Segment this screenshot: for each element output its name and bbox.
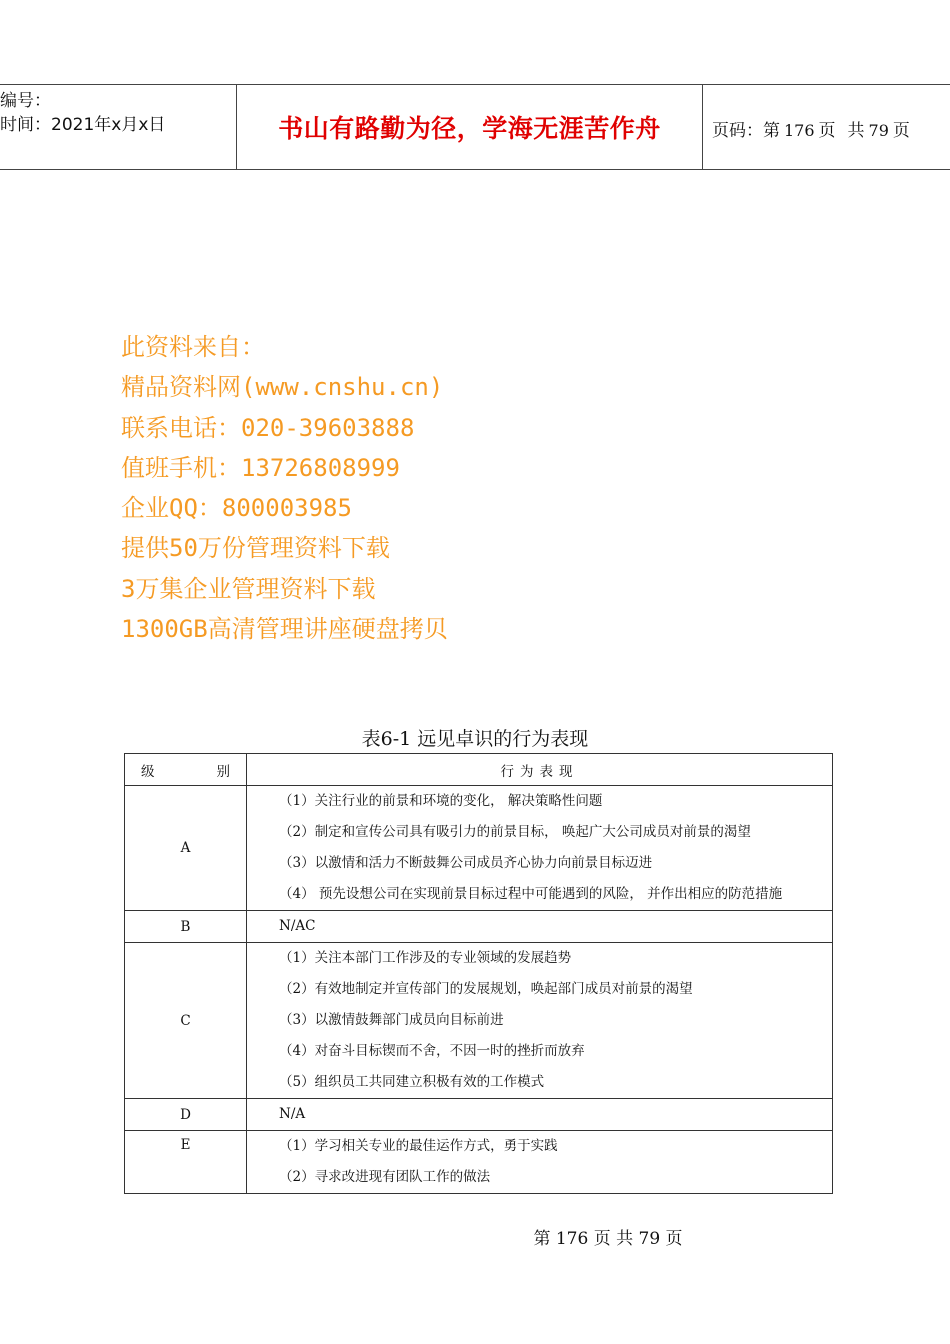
- promo-block: [121, 327, 448, 649]
- behavior-cell: [247, 911, 833, 943]
- page-label: 页码：第: [712, 121, 780, 141]
- table-row: [125, 786, 833, 911]
- promo-line: 企业QQ：800003985: [121, 494, 352, 523]
- promo-line: 联系电话：020-39603888: [121, 413, 415, 442]
- promo-line: 此资料来自：: [121, 333, 265, 361]
- behavior-item: （2）有效地制定并宣传部门的发展规划，唤起部门成员对前景的渴望: [279, 981, 693, 997]
- time-label: 时间：2021年x月x日: [0, 115, 166, 135]
- level-cell: E: [125, 1131, 247, 1194]
- promo-line: 精品资料网(www.cnshu.cn): [121, 373, 444, 402]
- behavior-item: （1）关注本部门工作涉及的专业领域的发展趋势: [279, 950, 572, 966]
- header-divider: [702, 85, 703, 169]
- page-current: 176: [784, 121, 815, 140]
- header-page-info: [712, 116, 910, 141]
- header-meta: [0, 89, 165, 137]
- table-row: [125, 943, 833, 1099]
- page-total: 79: [868, 121, 889, 140]
- behavior-cell: [247, 943, 833, 1099]
- page-mid: 页: [818, 121, 836, 141]
- table-row: [125, 1131, 833, 1194]
- behavior-cell: [247, 1131, 833, 1194]
- level-cell: B: [125, 911, 247, 943]
- header-level: 级 别: [125, 754, 247, 786]
- behavior-item: （1）学习相关专业的最佳运作方式，勇于实践: [279, 1138, 558, 1154]
- behavior-cell: [247, 1099, 833, 1131]
- total-label: 共: [847, 121, 865, 141]
- behavior-item: （3）以激情鼓舞部门成员向目标前进: [279, 1012, 504, 1028]
- behavior-cell: [247, 786, 833, 911]
- level-cell: A: [125, 786, 247, 911]
- promo-line: 提供50万份管理资料下载: [121, 534, 390, 563]
- behavior-table: [124, 753, 833, 1194]
- behavior-item: （4） 预先设想公司在实现前景目标过程中可能遇到的风险， 并作出相应的防范措施: [279, 886, 783, 902]
- serial-label: 编号：: [0, 91, 51, 111]
- header-behavior: 行为表现: [247, 754, 833, 786]
- behavior-item: （2）寻求改进现有团队工作的做法: [279, 1169, 491, 1185]
- table-row: [125, 911, 833, 943]
- promo-line: 值班手机：13726808999: [121, 453, 400, 482]
- behavior-item: N/AC: [279, 918, 316, 934]
- table-header-row: [125, 754, 833, 786]
- promo-line: 3万集企业管理资料下载: [121, 574, 376, 603]
- page-end: 页: [892, 121, 910, 141]
- promo-line: 1300GB高清管理讲座硬盘拷贝: [121, 615, 448, 644]
- behavior-item: （2）制定和宣传公司具有吸引力的前景目标， 唤起广大公司成员对前景的渴望: [279, 824, 751, 840]
- header-motto: 书山有路勤为径，学海无涯苦作舟: [278, 114, 661, 143]
- behavior-item: （4）对奋斗目标锲而不舍，不因一时的挫折而放弃: [279, 1043, 585, 1059]
- table-caption: 表6-1 远见卓识的行为表现: [361, 728, 589, 750]
- table-row: [125, 1099, 833, 1131]
- page-header: [0, 84, 950, 170]
- level-cell: C: [125, 943, 247, 1099]
- page-footer: 第 176 页 共 79 页: [533, 1229, 683, 1249]
- level-cell: D: [125, 1099, 247, 1131]
- behavior-item: （5）组织员工共同建立积极有效的工作模式: [279, 1074, 545, 1090]
- behavior-item: （3）以激情和活力不断鼓舞公司成员齐心协力向前景目标迈进: [279, 855, 653, 871]
- behavior-item: （1）关注行业的前景和环境的变化， 解决策略性问题: [279, 793, 603, 809]
- behavior-item: N/A: [279, 1106, 306, 1122]
